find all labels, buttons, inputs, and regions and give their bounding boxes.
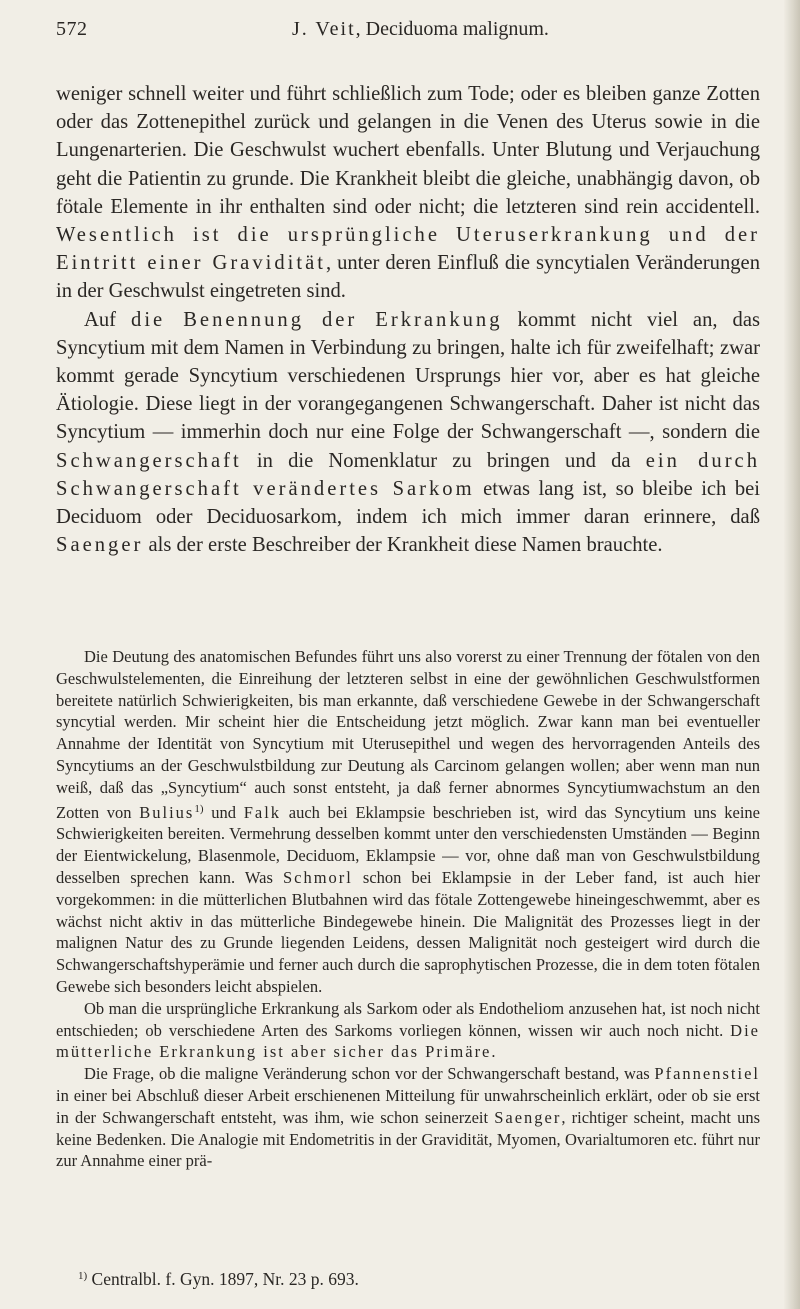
running-header (56, 12, 756, 46)
paragraph-2 (56, 306, 760, 560)
text-run: als der erste Beschreiber der Krankheit diese Namen brauchte. (143, 534, 663, 557)
spaced-emphasis: die Benennung der Erkrankung (131, 308, 503, 331)
spaced-emphasis: Wesentlich ist die ursprüngliche Uteruserkrankung und der Eintritt einer Gravidität (56, 224, 760, 275)
spaced-emphasis: Saenger (494, 1107, 562, 1127)
text-run: und (203, 802, 244, 822)
spaced-emphasis: Bulius (139, 802, 195, 822)
page-edge-shadow (784, 0, 800, 1309)
small-paragraph-2 (56, 998, 760, 1063)
running-title (292, 18, 549, 41)
text-run: , richtiger scheint, macht uns keine Bedenken. Die Analogie mit Endometritis in der Gravidität, Myomen, Ovarialtumoren etc. führt nur zur Annahme einer prä- (56, 1107, 760, 1171)
page-number: 572 (56, 18, 88, 40)
spaced-emphasis: Schmorl (282, 867, 353, 887)
footnote-mark: 1) (194, 802, 204, 815)
text-run: in einer bei Abschluß dieser Arbeit erschienenen Mitteilung für unwahrscheinlich erklärt, oder ob sie erst in der Schwangerschaft entsteht, was ihm, wie schon seinerzeit (56, 1085, 760, 1127)
header-author: J. Veit (292, 18, 356, 40)
text-run: etwas lang ist, so bleibe ich bei Deciduom oder Deciduosarkom, indem ich mich immer daran erinnere, daß (56, 477, 761, 529)
spaced-emphasis: Saenger (56, 534, 144, 557)
text-run: Ob man die ursprüngliche Erkrankung als Sarkom oder als Endotheliom anzusehen hat, ist noch nicht entschieden; ob verschiedene Arten des Sarkoms vorliegen können, wissen wir auch noch nicht. (56, 998, 760, 1040)
small-paragraph-3 (56, 1063, 760, 1172)
small-paragraph-1 (56, 646, 760, 998)
spaced-emphasis: ein durch Schwangerschaft verändertes Sarkom (56, 449, 760, 500)
footnote-number: 1) (78, 1270, 88, 1282)
spaced-emphasis: Falk (243, 802, 282, 822)
spaced-emphasis: Schwangerschaft (56, 449, 242, 472)
text-run: schon bei Eklampsie in der Leber fand, ist auch hier vorgekommen: in die mütterlichen Blutbahnen wird das fötale Zottengewebe hineingeschwemmt, aber es wächst nicht aktiv in das mütterliche Bindegewebe hinein. Die Malignität des Prozesses liegt in der malignen Natur des zu Grunde liegenden Leidens, dessen Malignität noch gesteigert wird durch die Schwangerschaftshyperämie und ferner auch durch die saprophytischen Prozesse, die in dem toten fötalen Gewebe sich besonders leicht abspielen. (56, 867, 760, 996)
header-title: , Deciduoma malignum. (355, 18, 549, 40)
text-run: , unter deren Einfluß die syncytialen Veränderungen in der Geschwulst eingetreten sind. (56, 252, 760, 303)
text-run: Die Deutung des anatomischen Befundes führt uns also vorerst zu einer Trennung der fötalen von den Geschwulstelementen, die Einreihung der letzteren selbst in eine der gewöhnlichen Geschwulstformen bereitete natürlich Schwierigkeiten, bis man erkannte, daß verschiedene Gewebe in der Schwangerschaft syncytial werden. Mir scheint hier die Entscheidung jetzt möglich. Zwar kann man bei eventueller Annahme der Identität von Syncytium mit Uterusepithel und wegen des hervorragenden Anteils des Syncytiums an der Geschwulstbildung zur Deutung als Carcinom gelangen wollen; aber wenn man nun weiß, daß das „Syncytium“ auch sonst entsteht, ja daß ferner abnormes Syncytiumwachstum an den Zotten von (56, 647, 760, 822)
text-run: Auf (84, 308, 132, 331)
paragraph-1 (56, 80, 760, 306)
text-run: auch bei Eklampsie beschrieben ist, wird das Syncytium uns keine Schwierigkeiten bereiten. Vermehrung desselben kommt unter den verschiedensten Umständen — Beginn der Eientwickelung, Blasenmole, Deciduom, Eklampsie — vor, ohne daß man von Geschwulstbildung desselben sprechen kann. Was (56, 802, 761, 887)
footnote (78, 1265, 758, 1290)
footnote-text: Centralbl. f. Gyn. 1897, Nr. 23 p. 693. (87, 1269, 359, 1289)
text-run: weniger schnell weiter und führt schließlich zum Tode; oder es bleiben ganze Zotten oder das Zottenepithel zurück und gelangen in die Venen des Uterus sowie in die Lungenarterien. Die Geschwulst wuchert ebenfalls. Unter Blutung und Verjauchung geht die Patientin zu grunde. Die Krankheit bleibt die gleiche, unabhängig davon, ob fötale Elemente in ihr enthalten sind oder nicht; die letzteren sind rein accidentell. (56, 83, 760, 218)
text-run: in die Nomenklatur zu bringen und da (241, 449, 646, 472)
text-run: kommt nicht viel an, das Syncytium mit dem Namen in Verbindung zu bringen, halte ich für zweifelhaft; zwar kommt gerade Syncytium verschiedenen Ursprungs hier vor, aber es hat gleiche Ätiologie. Diese liegt in der vorangegangenen Schwangerschaft. Daher ist nicht das Syncytium — immerhin doch nur eine Folge der Schwangerschaft —, sondern die (56, 308, 760, 444)
main-text (56, 80, 760, 559)
small-print-section (56, 646, 760, 1172)
spaced-emphasis: Pfannenstiel (654, 1064, 760, 1084)
text-run: Die Frage, ob die maligne Veränderung schon vor der Schwangerschaft bestand, was (84, 1064, 655, 1084)
spaced-emphasis: Die mütterliche Erkrankung ist aber sicher das Primäre. (56, 1020, 760, 1062)
